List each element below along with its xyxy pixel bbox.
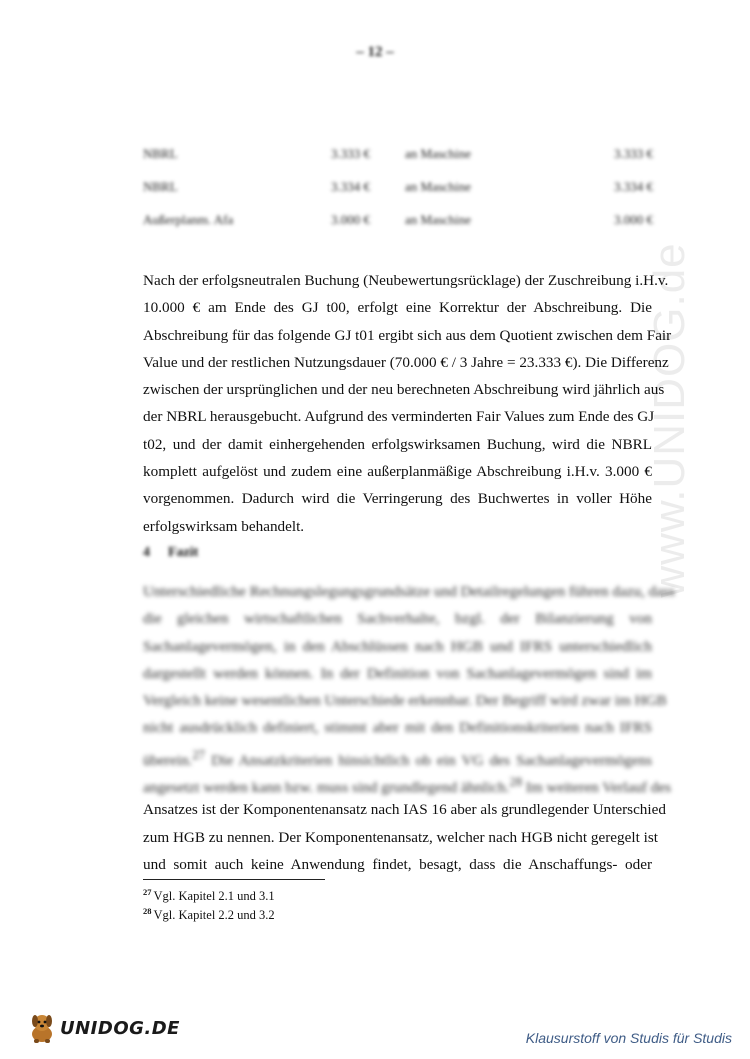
text-line: erfolgswirksam behandelt.: [143, 517, 305, 535]
unidog-logo[interactable]: [28, 1010, 180, 1046]
booking-table: [143, 140, 653, 239]
text-fragment: Im weiteren Verlauf des: [525, 779, 672, 797]
footnote-rule: [143, 879, 325, 880]
credit-account: an Maschine: [405, 146, 472, 161]
text-line: Vergleich keine wesentlichen Unterschiede erkennbar. Der Begriff wird zwar im HGB: [143, 692, 667, 710]
footnotes: [143, 885, 275, 923]
text-line: Ansatzes ist der Komponentenansatz nach IAS 16 aber als grundlegender Unterschied: [143, 801, 666, 819]
paragraph-conclusion: [143, 578, 675, 878]
booking-row: [143, 206, 653, 239]
section-title: Fazit: [168, 545, 199, 560]
dog-mascot-icon: [28, 1012, 58, 1044]
footnote-mark: 28: [143, 906, 152, 917]
debit-account: NBRL: [143, 179, 178, 194]
text-line: zum HGB zu nennen. Der Komponentenansatz, welcher nach HGB nicht geregelt ist: [143, 828, 658, 846]
text-line: 10.000 € am Ende des GJ t00, erfolgt eine Korrektur der Abschreibung. Die: [143, 299, 652, 317]
footnote-mark: 27: [143, 887, 152, 897]
footnote-text: Vgl. Kapitel 2.1 und 3.1: [153, 889, 275, 904]
text-line: t02, und der damit einhergehenden erfolgswirksamen Buchung, wird die NBRL: [143, 435, 652, 453]
text-fragment: Die Ansatzkriterien hinsichtlich ob ein VG des Sachanlagevermögens: [211, 751, 652, 769]
debit-amount: 3.333 €: [331, 146, 370, 161]
footnote-ref: 27: [192, 747, 205, 762]
text-line: Abschreibung für das folgende GJ t01 ergibt sich aus dem Quotient zwischen dem Fair: [143, 326, 672, 344]
credit-account: an Maschine: [405, 212, 472, 227]
text-line: Sachanlagevermögen, in den Abschlüssen nach HGB und IFRS unterschiedlich: [143, 637, 652, 655]
text-line: Nach der erfolgsneutralen Buchung (Neubewertungsrücklage) der Zuschreibung i.H.v.: [143, 272, 669, 289]
text-fragment: angesetzt werden kann bzw. muss sind grundlegend ähnlich.: [143, 779, 510, 797]
text-line: vorgenommen. Dadurch wird die Verringerung des Buchwertes in voller Höhe: [143, 490, 652, 508]
credit-amount: 3.000 €: [614, 212, 653, 227]
text-line: zwischen der ursprünglichen und der neu berechneten Abschreibung wird jährlich aus: [143, 381, 665, 399]
credit-account: an Maschine: [405, 179, 472, 194]
text-line: Value und der restlichen Nutzungsdauer (70.000 € / 3 Jahre = 23.333 €). Die Differenz: [143, 353, 669, 371]
text-line: komplett aufgelöst und zudem eine außerplanmäßige Abschreibung i.H.v. 3.000 €: [143, 463, 652, 481]
text-fragment: überein.: [143, 751, 193, 769]
paragraph-depreciation: [143, 267, 672, 540]
logo-text: UNIDOG.DE: [60, 1017, 180, 1039]
text-line: nicht ausdrücklich definiert, stimmt aber mit den Definitionskriterien nach IFRS: [143, 719, 652, 737]
booking-row: [143, 140, 653, 173]
booking-row: [143, 173, 653, 206]
text-line: [143, 742, 652, 769]
footnote-text: Vgl. Kapitel 2.2 und 3.2: [153, 908, 275, 923]
text-line: dargestellt werden können. In der Definition von Sachanlagevermögen sind im: [143, 664, 652, 682]
footnote: [143, 904, 275, 923]
text-line: Unterschiedliche Rechnungslegungsgrundsätze und Detailregelungen führen dazu, dass: [143, 583, 675, 600]
debit-account: Außerplanm. Afa: [143, 212, 234, 227]
page-number: – 12 –: [356, 44, 394, 60]
text-line: [143, 769, 672, 797]
text-line: die gleichen wirtschaftlichen Sachverhalte, bzgl. der Bilanzierung von: [143, 610, 652, 628]
debit-amount: 3.000 €: [331, 212, 370, 227]
text-line: der NBRL herausgebucht. Aufgrund des verminderten Fair Values zum Ende des GJ: [143, 408, 655, 426]
section-heading: [143, 545, 198, 561]
footer-tagline: Klausurstoff von Studis für Studis: [525, 1030, 732, 1046]
debit-amount: 3.334 €: [331, 179, 370, 194]
footnote-ref: 28: [509, 775, 523, 790]
watermark: www.UNIDOG.de: [645, 242, 694, 598]
section-number: 4: [143, 545, 150, 560]
credit-amount: 3.333 €: [614, 146, 653, 161]
footnote: [143, 885, 275, 904]
debit-account: NBRL: [143, 146, 178, 161]
credit-amount: 3.334 €: [614, 179, 653, 194]
text-line: und somit auch keine Anwendung findet, besagt, dass die Anschaffungs- oder: [143, 855, 652, 873]
